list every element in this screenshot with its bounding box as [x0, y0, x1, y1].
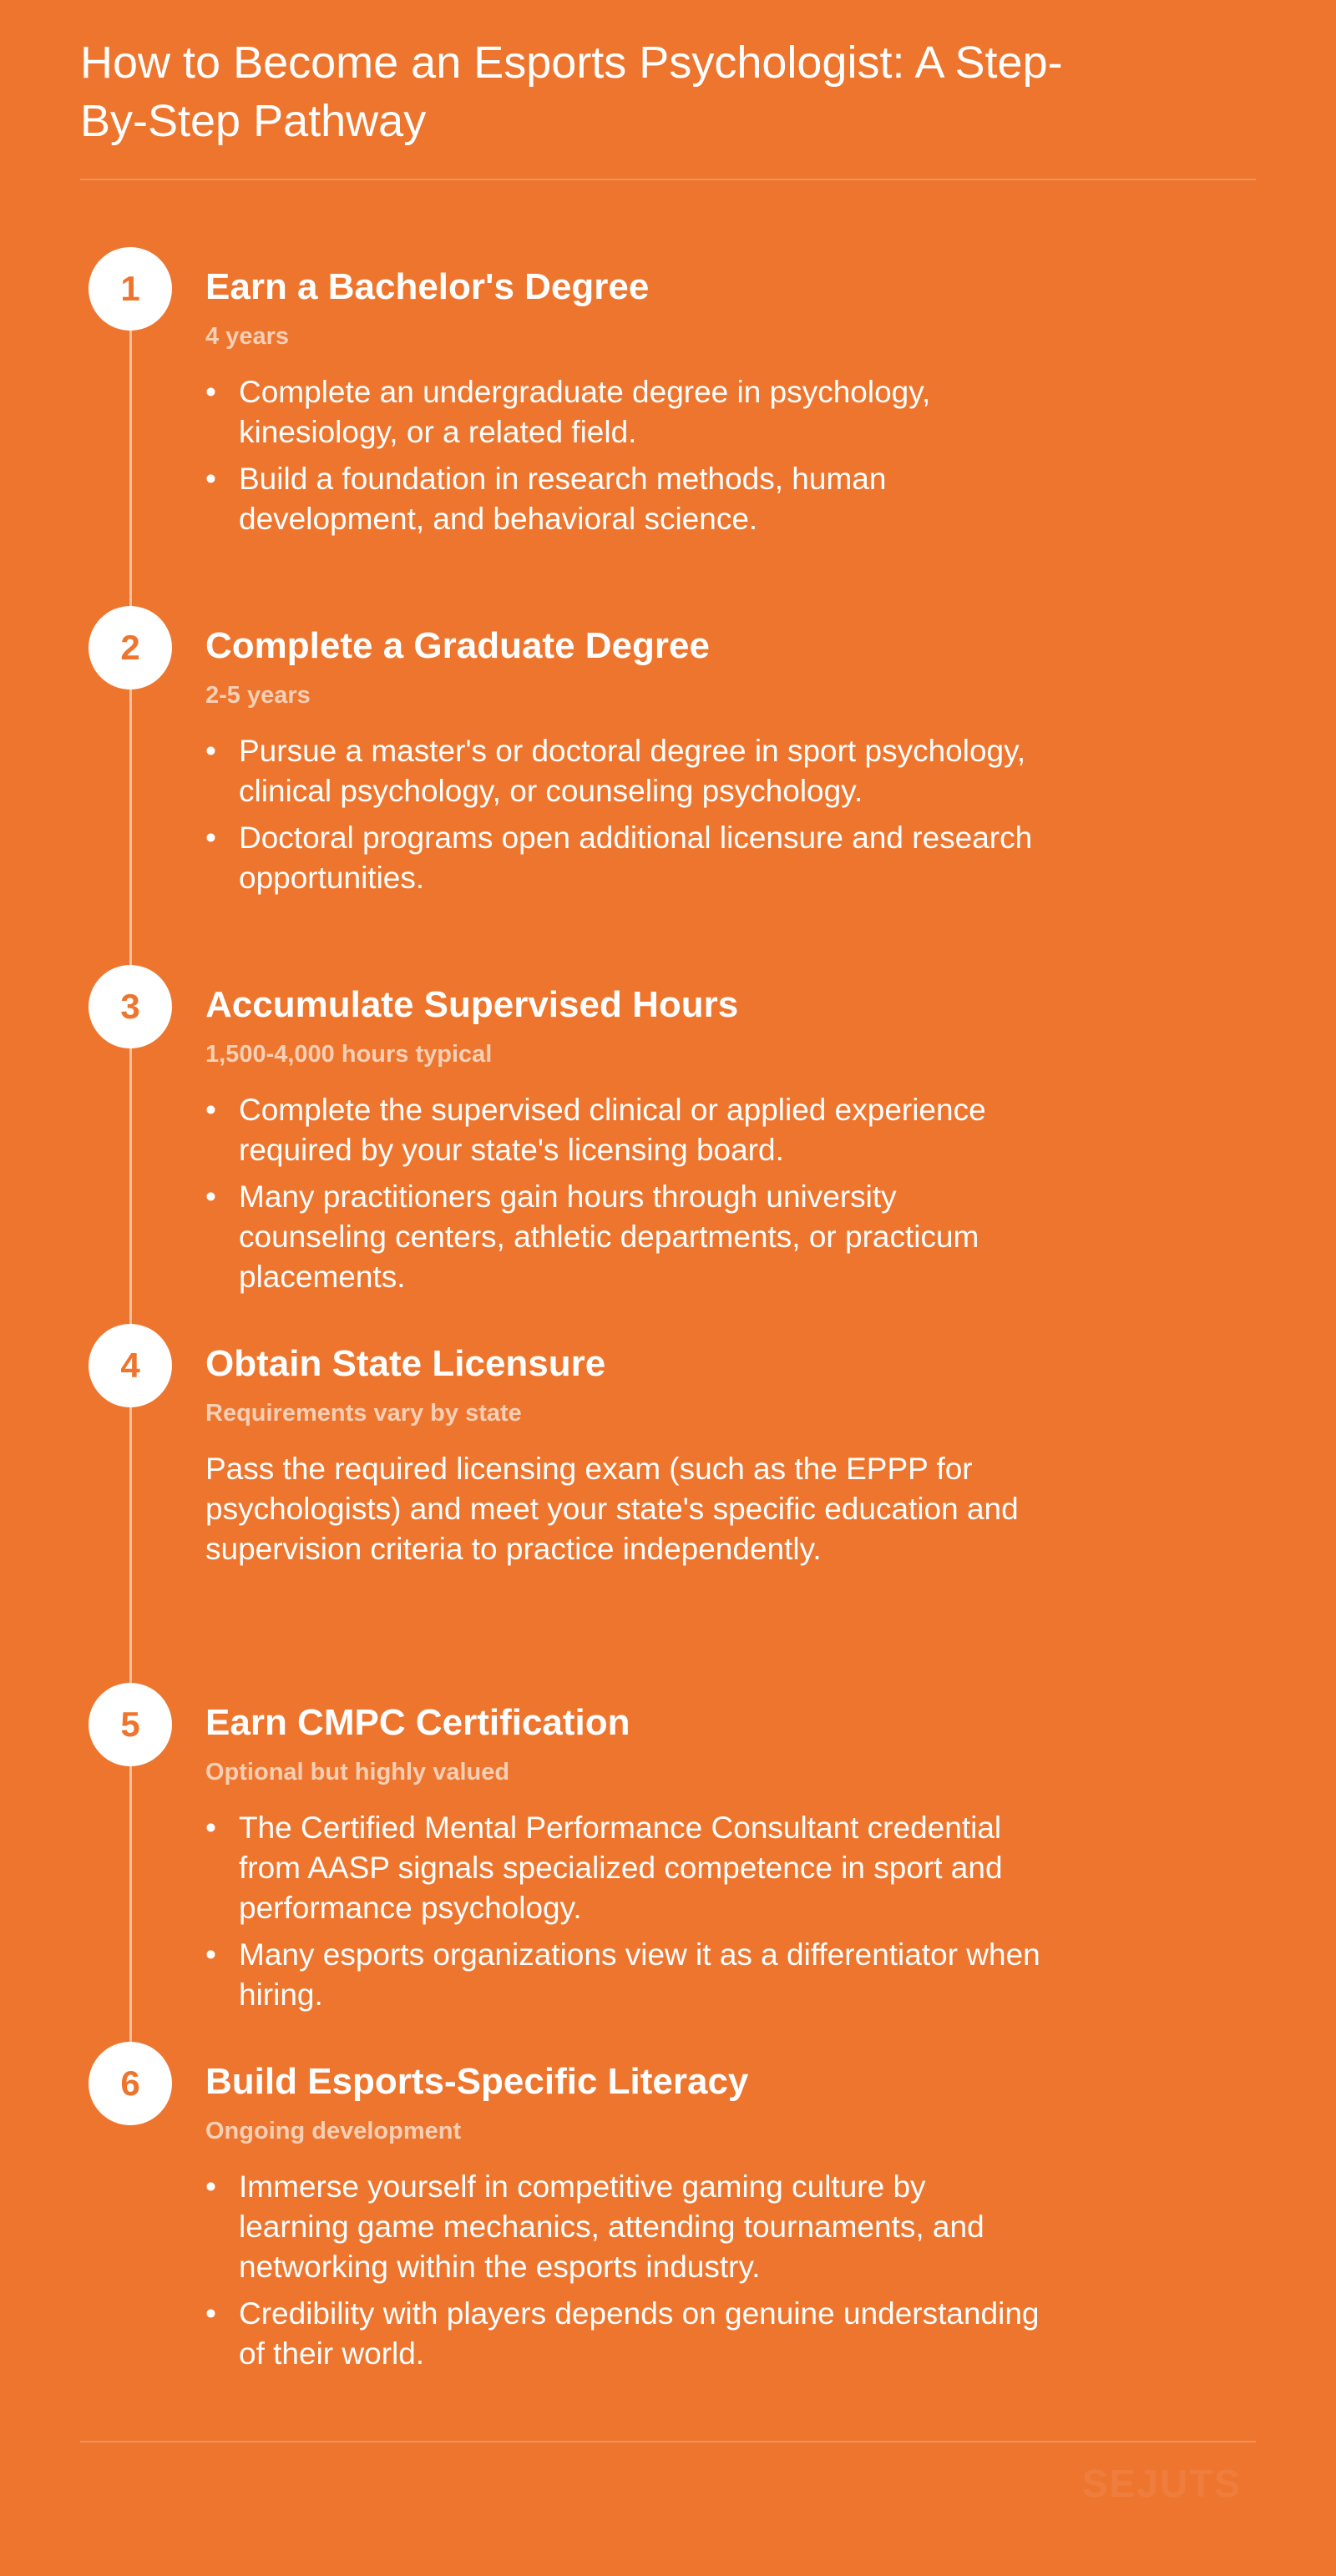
step-bullet-list [205, 2167, 1040, 2381]
step-duration: Ongoing development [205, 2118, 462, 2144]
step-bullet: • Many practitioners gain hours through university counseling centers, athletic departments, or practicum placements. [205, 1177, 1040, 1297]
step-number-badge: 4 [89, 1324, 172, 1407]
step-number-badge: 2 [89, 606, 172, 689]
step-bullet: • Complete an undergraduate degree in psychology, kinesiology, or a related field. [205, 372, 1040, 452]
step-duration: 1,500-4,000 hours typical [205, 1041, 493, 1068]
footer-divider [80, 2441, 1256, 2442]
step-title: Obtain State Licensure [205, 1343, 606, 1384]
step-number-badge: 1 [89, 247, 172, 331]
step-title: Earn CMPC Certification [205, 1702, 630, 1743]
step-description: Pass the required licensing exam (such as the EPPP for psychologists) and meet your state's specific education and supervision criteria to practice independently. [205, 1452, 1019, 1566]
step-bullet: • Pursue a master's or doctoral degree in sport psychology, clinical psychology, or counseling psychology. [205, 731, 1040, 811]
step-bullet-list [205, 1808, 1040, 2022]
step-bullet: • Doctoral programs open additional licensure and research opportunities. [205, 818, 1040, 898]
step-bullet: • Complete the supervised clinical or applied experience required by your state's licensing board. [205, 1090, 1040, 1170]
step-bullet: • Credibility with players depends on genuine understanding of their world. [205, 2294, 1040, 2374]
step-bullet: • The Certified Mental Performance Consultant credential from AASP signals specialized competence in sport and performance psychology. [205, 1808, 1040, 1928]
step-number-badge: 6 [89, 2042, 172, 2125]
step-bullet: • Immerse yourself in competitive gaming culture by learning game mechanics, attending tournaments, and networking within the esports industry. [205, 2167, 1040, 2287]
step-bullet: • Many esports organizations view it as a differentiator when hiring. [205, 1935, 1040, 2015]
step-title: Build Esports-Specific Literacy [205, 2061, 749, 2102]
step-duration: Requirements vary by state [205, 1400, 522, 1427]
step-bullet-list [205, 372, 1040, 546]
step-number-badge: 5 [89, 1683, 172, 1766]
step-duration: Optional but highly valued [205, 1759, 510, 1786]
step-duration: 2-5 years [205, 682, 311, 709]
step-title: Earn a Bachelor's Degree [205, 266, 650, 307]
step-title: Accumulate Supervised Hours [205, 984, 739, 1025]
step-bullet-list [205, 1090, 1040, 1304]
brand-logo: SEJUTS [1082, 2462, 1242, 2505]
page-title: How to Become an Esports Psychologist: A Step-By-Step Pathway [80, 38, 1063, 146]
step-bullet-list [205, 731, 1040, 905]
header-divider [80, 179, 1256, 180]
step-duration: 4 years [205, 323, 289, 350]
step-bullet: • Build a foundation in research methods, human development, and behavioral science. [205, 459, 1040, 539]
step-title: Complete a Graduate Degree [205, 625, 710, 666]
timeline-line [129, 289, 132, 2084]
step-number-badge: 3 [89, 965, 172, 1048]
